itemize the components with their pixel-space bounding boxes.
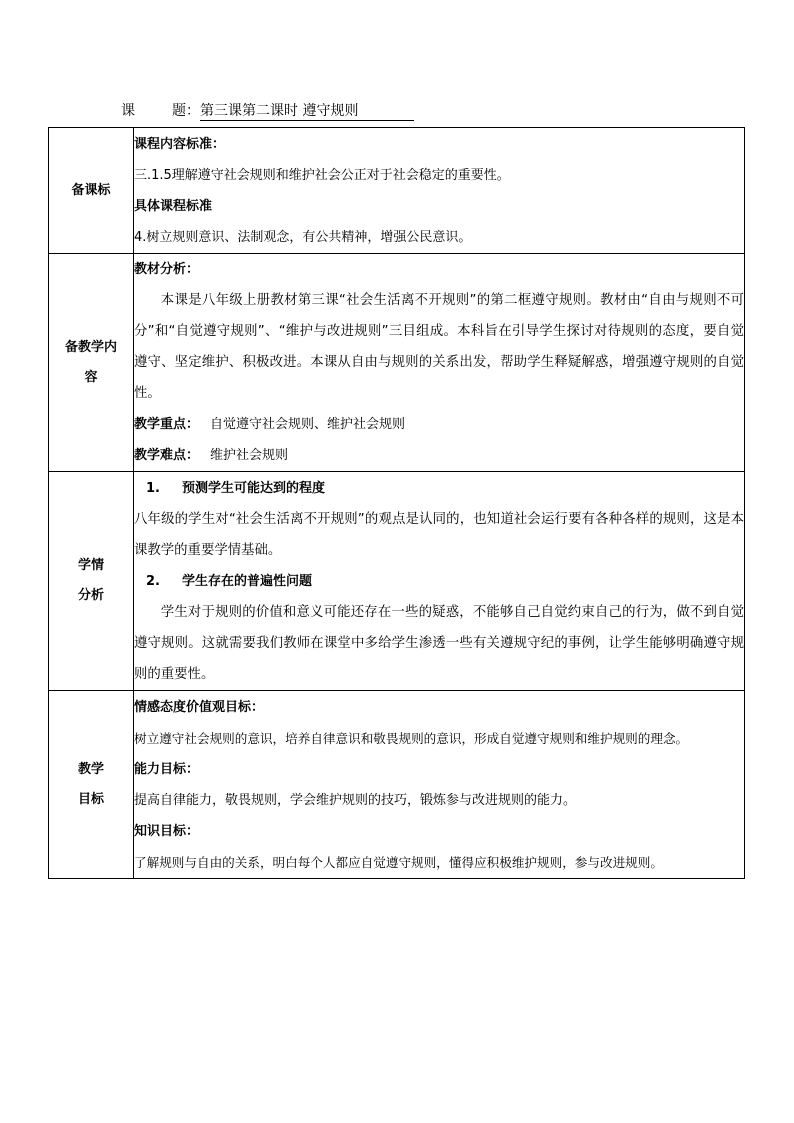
analysis-item-1-text: 八年级的学生对“社会生活离不开规则”的观点是认同的，也知道社会运行要有各种各样的规则，这是本课教学的重要学情基础。	[134, 511, 744, 558]
analysis-item-1	[134, 473, 744, 504]
content-learner-analysis	[134, 472, 745, 691]
teaching-difficulty-label: 教学难点：	[134, 448, 200, 463]
textbook-analysis-heading: 教材分析：	[134, 262, 200, 277]
content-curriculum-standard	[134, 128, 745, 254]
row-curriculum-standard	[49, 128, 745, 254]
label-teaching-content-line2: 容	[84, 369, 98, 385]
analysis-item-2-number: 2.	[146, 573, 160, 589]
analysis-item-2-text: 学生对于规则的价值和意义可能还存在一些的疑惑，不能够自己自觉约束自己的行为，做不到自觉遵守规则。这就需要我们教师在课堂中多给学生渗透一些有关遵规守纪的事例，让学生能够明确遵守规则的重要性。	[134, 604, 744, 682]
title-label	[121, 100, 200, 122]
analysis-item-2	[134, 566, 744, 597]
content-teaching-content	[134, 254, 745, 472]
content-teaching-goals	[134, 691, 745, 879]
teaching-key-point	[134, 409, 744, 440]
label-teaching-goals-line2: 目标	[77, 791, 104, 807]
textbook-analysis-paragraph: 本课是八年级上册教材第三课“社会生活离不开规则”的第二框遵守规则。教材由“自由与规则不可分”和“自觉遵守规则”、“维护与改进规则”三目组成。本科旨在引导学生探讨对待规则的态度，要自觉遵守、坚定维护、积极改进。本课从自由与规则的关系出发，帮助学生释疑解惑，增强遵守规则的自觉性。	[134, 293, 744, 401]
standard-text-1: 三.1.5理解遵守社会规则和维护社会公正对于社会稳定的重要性。	[134, 167, 510, 183]
lesson-plan-table	[48, 127, 745, 879]
teaching-difficulty	[134, 440, 744, 471]
analysis-item-2-title: 学生存在的普遍性问题	[182, 573, 313, 589]
label-teaching-goals	[49, 691, 134, 879]
standard-text-2: 4.树立规则意识、法制观念，有公共精神，增强公民意识。	[134, 229, 472, 245]
goal-ability-heading: 能力目标：	[134, 761, 200, 777]
label-learner-analysis	[49, 472, 134, 691]
row-learner-analysis	[49, 472, 745, 691]
lesson-title: 第三课第二课时 遵守规则	[200, 102, 414, 121]
teaching-key-value: 自觉遵守社会规则、维护社会规则	[210, 417, 406, 432]
standard-heading-1: 课程内容标准：	[134, 136, 226, 152]
analysis-item-1-title: 预测学生可能达到的程度	[182, 480, 326, 496]
label-curriculum-standard: 备课标	[49, 128, 134, 254]
label-learner-analysis-line2: 分析	[77, 588, 104, 603]
teaching-difficulty-value: 维护社会规则	[210, 448, 289, 463]
title-label-char1: 课	[121, 103, 135, 119]
label-teaching-content	[49, 254, 134, 472]
goal-emotion-text: 树立遵守社会规则的意识，培养自律意识和敬畏规则的意识，形成自觉遵守规则和维护规则的理念。	[134, 730, 689, 746]
label-learner-analysis-line1: 学情	[77, 558, 104, 573]
goal-knowledge-heading: 知识目标：	[134, 823, 200, 839]
row-teaching-content	[49, 254, 745, 472]
title-label-char2: 题：	[172, 103, 200, 119]
standard-heading-2: 具体课程标准	[134, 198, 213, 214]
lesson-title-line	[121, 100, 414, 122]
label-teaching-content-line1: 备教学内	[64, 339, 117, 355]
label-teaching-goals-line1: 教学	[77, 761, 104, 777]
goal-knowledge-text: 了解规则与自由的关系，明白每个人都应自觉遵守规则，懂得应积极维护规则，参与改进规则。	[134, 854, 663, 870]
goal-emotion-heading: 情感态度价值观目标：	[134, 699, 265, 715]
teaching-key-label: 教学重点：	[134, 417, 200, 432]
row-teaching-goals	[49, 691, 745, 879]
analysis-item-1-number: 1.	[146, 480, 160, 496]
goal-ability-text: 提高自律能力，敬畏规则，学会维护规则的技巧，锻炼参与改进规则的能力。	[134, 792, 577, 808]
